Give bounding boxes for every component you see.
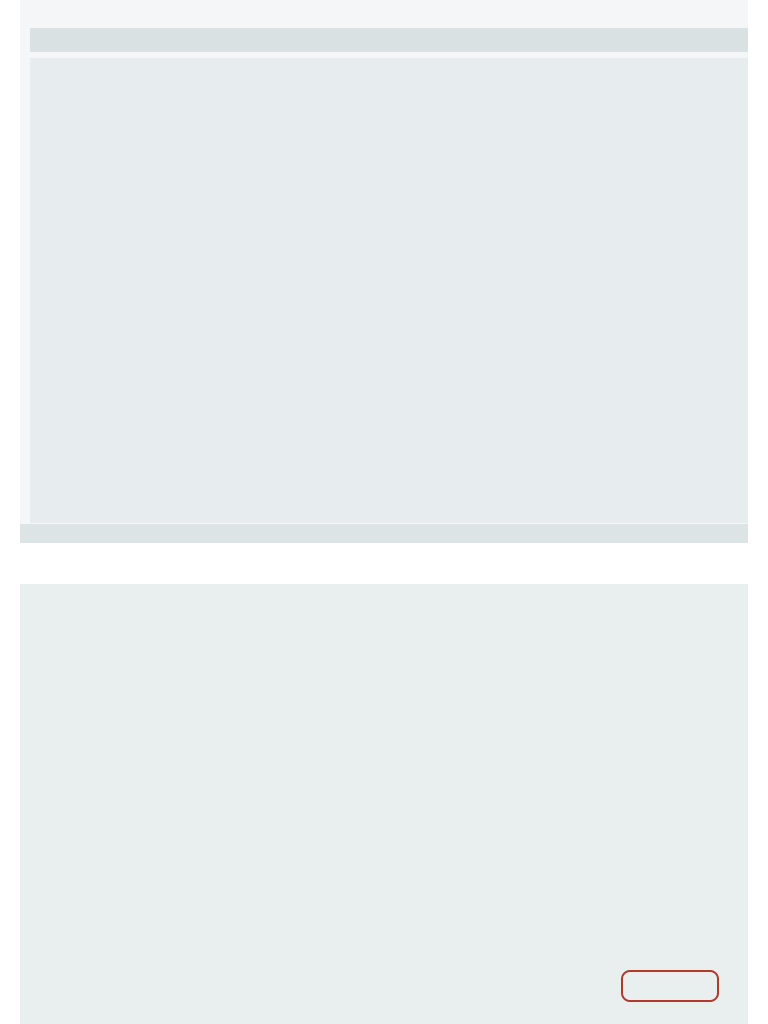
bottom-page-photo	[20, 584, 748, 1024]
top-page-photo	[20, 0, 748, 543]
footer-strip	[20, 524, 748, 543]
vocabulary-panel	[30, 58, 748, 523]
header-band	[30, 28, 748, 52]
key-to-korean-logo	[610, 965, 730, 1021]
